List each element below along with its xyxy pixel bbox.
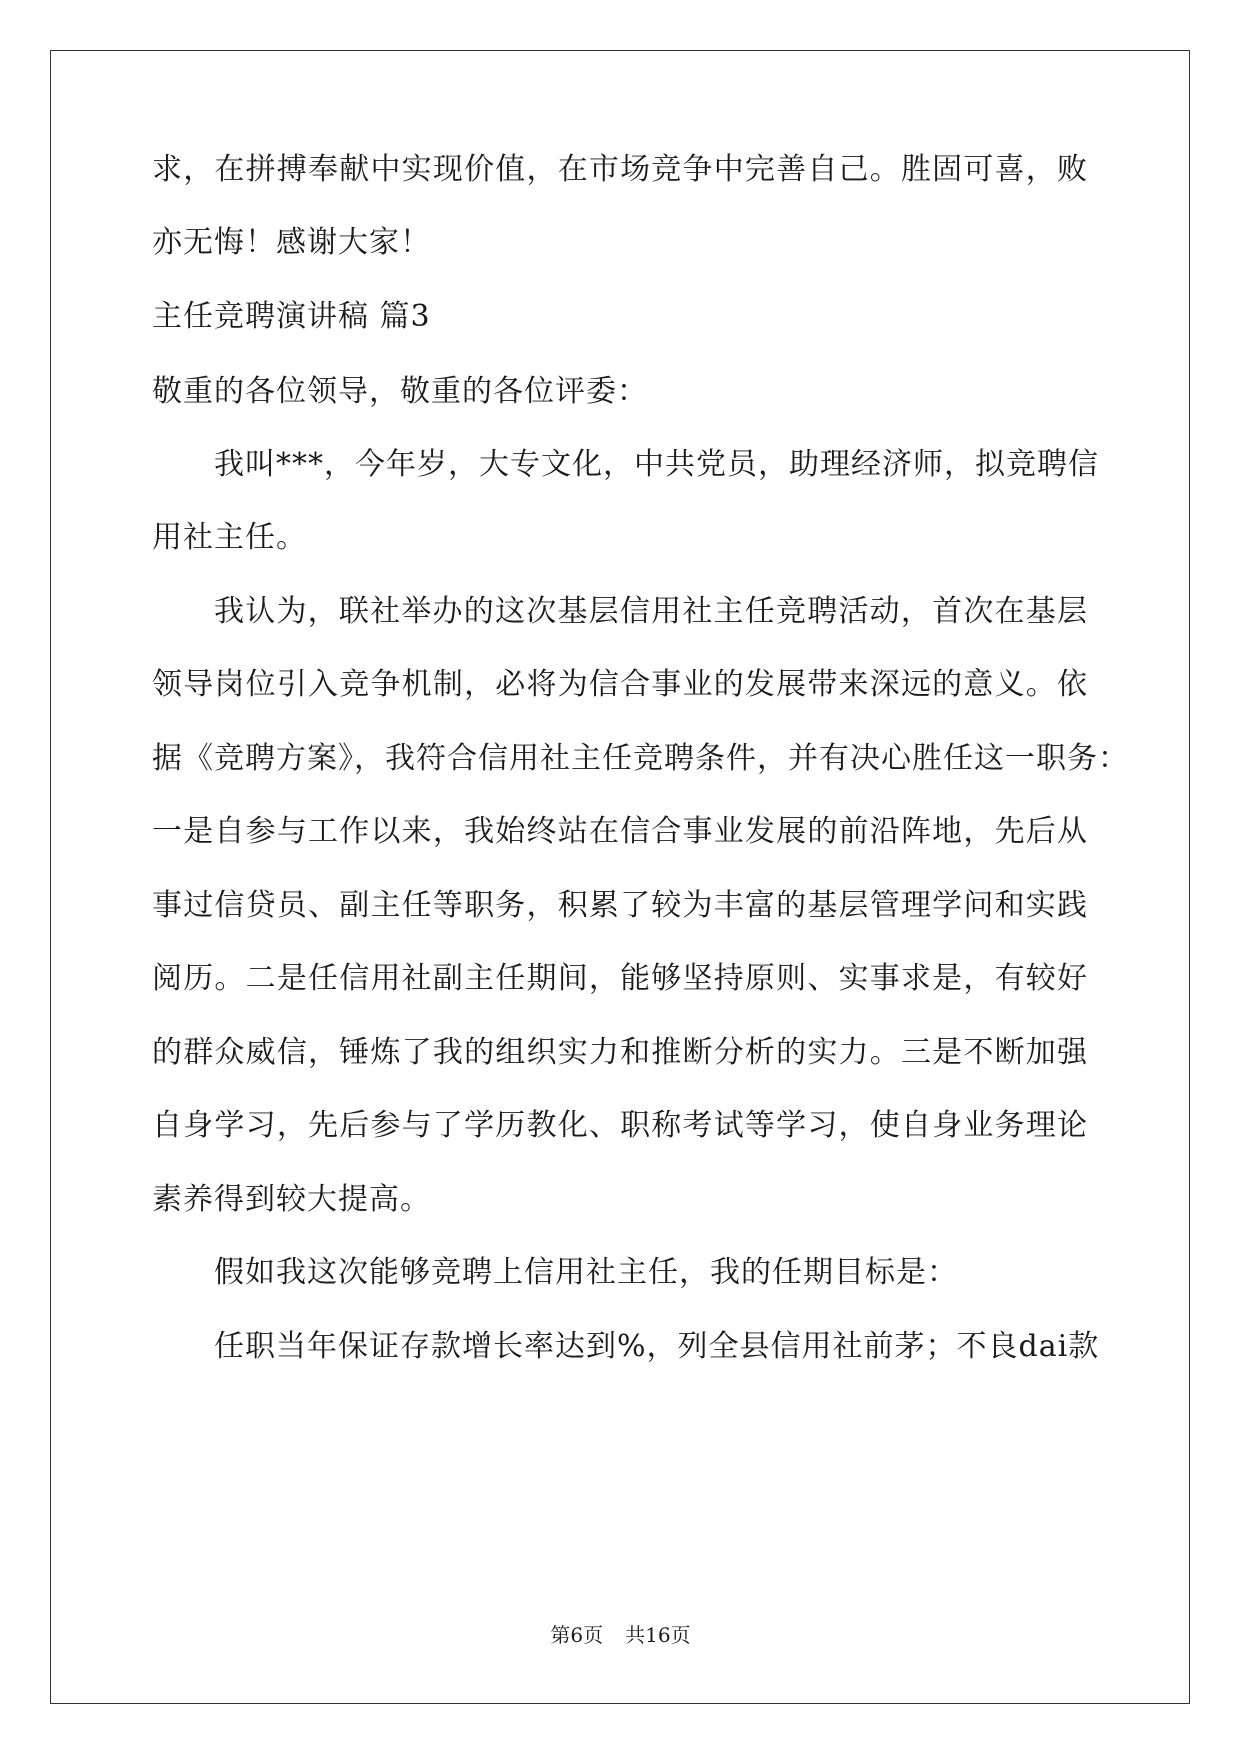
- body-line: 假如我这次能够竞聘上信用社主任，我的任期目标是：: [214, 1255, 958, 1290]
- body-line: 用社主任。: [152, 520, 307, 555]
- body-line: 任职当年保证存款增长率达到%，列全县信用社前茅；不良dai款: [214, 1329, 1100, 1364]
- body-line: 事过信贷员、副主任等职务，积累了较为丰富的基层管理学问和实践: [152, 888, 1088, 923]
- page-total: 共16页: [625, 1623, 691, 1647]
- body-line: 自身学习，先后参与了学历教化、职称考试等学习，使自身业务理论: [152, 1108, 1088, 1143]
- body-line: 素养得到较大提高。: [152, 1182, 431, 1217]
- body-line: 的群众威信，锤炼了我的组织实力和推断分析的实力。三是不断加强: [152, 1035, 1088, 1070]
- body-line: 领导岗位引入竞争机制，必将为信合事业的发展带来深远的意义。依: [152, 667, 1088, 702]
- salutation: 敬重的各位领导，敬重的各位评委：: [152, 374, 648, 409]
- body-line: 我认为，联社举办的这次基层信用社主任竞聘活动，首次在基层: [214, 594, 1088, 629]
- page-footer: [0, 1623, 1241, 1647]
- body-line: 求，在拼搏奉献中实现价值，在市场竞争中完善自己。胜固可喜，败: [152, 152, 1088, 187]
- page-number: 第6页: [550, 1623, 604, 1647]
- section-heading: 主任竞聘演讲稿 篇3: [152, 299, 431, 334]
- body-line: 一是自参与工作以来，我始终站在信合事业发展的前沿阵地，先后从: [152, 814, 1088, 849]
- body-line: 据《竞聘方案》，我符合信用社主任竞聘条件，并有决心胜任这一职务：: [152, 741, 1129, 776]
- body-line: 亦无悔！感谢大家！: [152, 225, 431, 260]
- body-line: 我叫***，今年岁，大专文化，中共党员，助理经济师，拟竞聘信: [214, 447, 1099, 482]
- body-line: 阅历。二是任信用社副主任期间，能够坚持原则、实事求是，有较好: [152, 961, 1088, 996]
